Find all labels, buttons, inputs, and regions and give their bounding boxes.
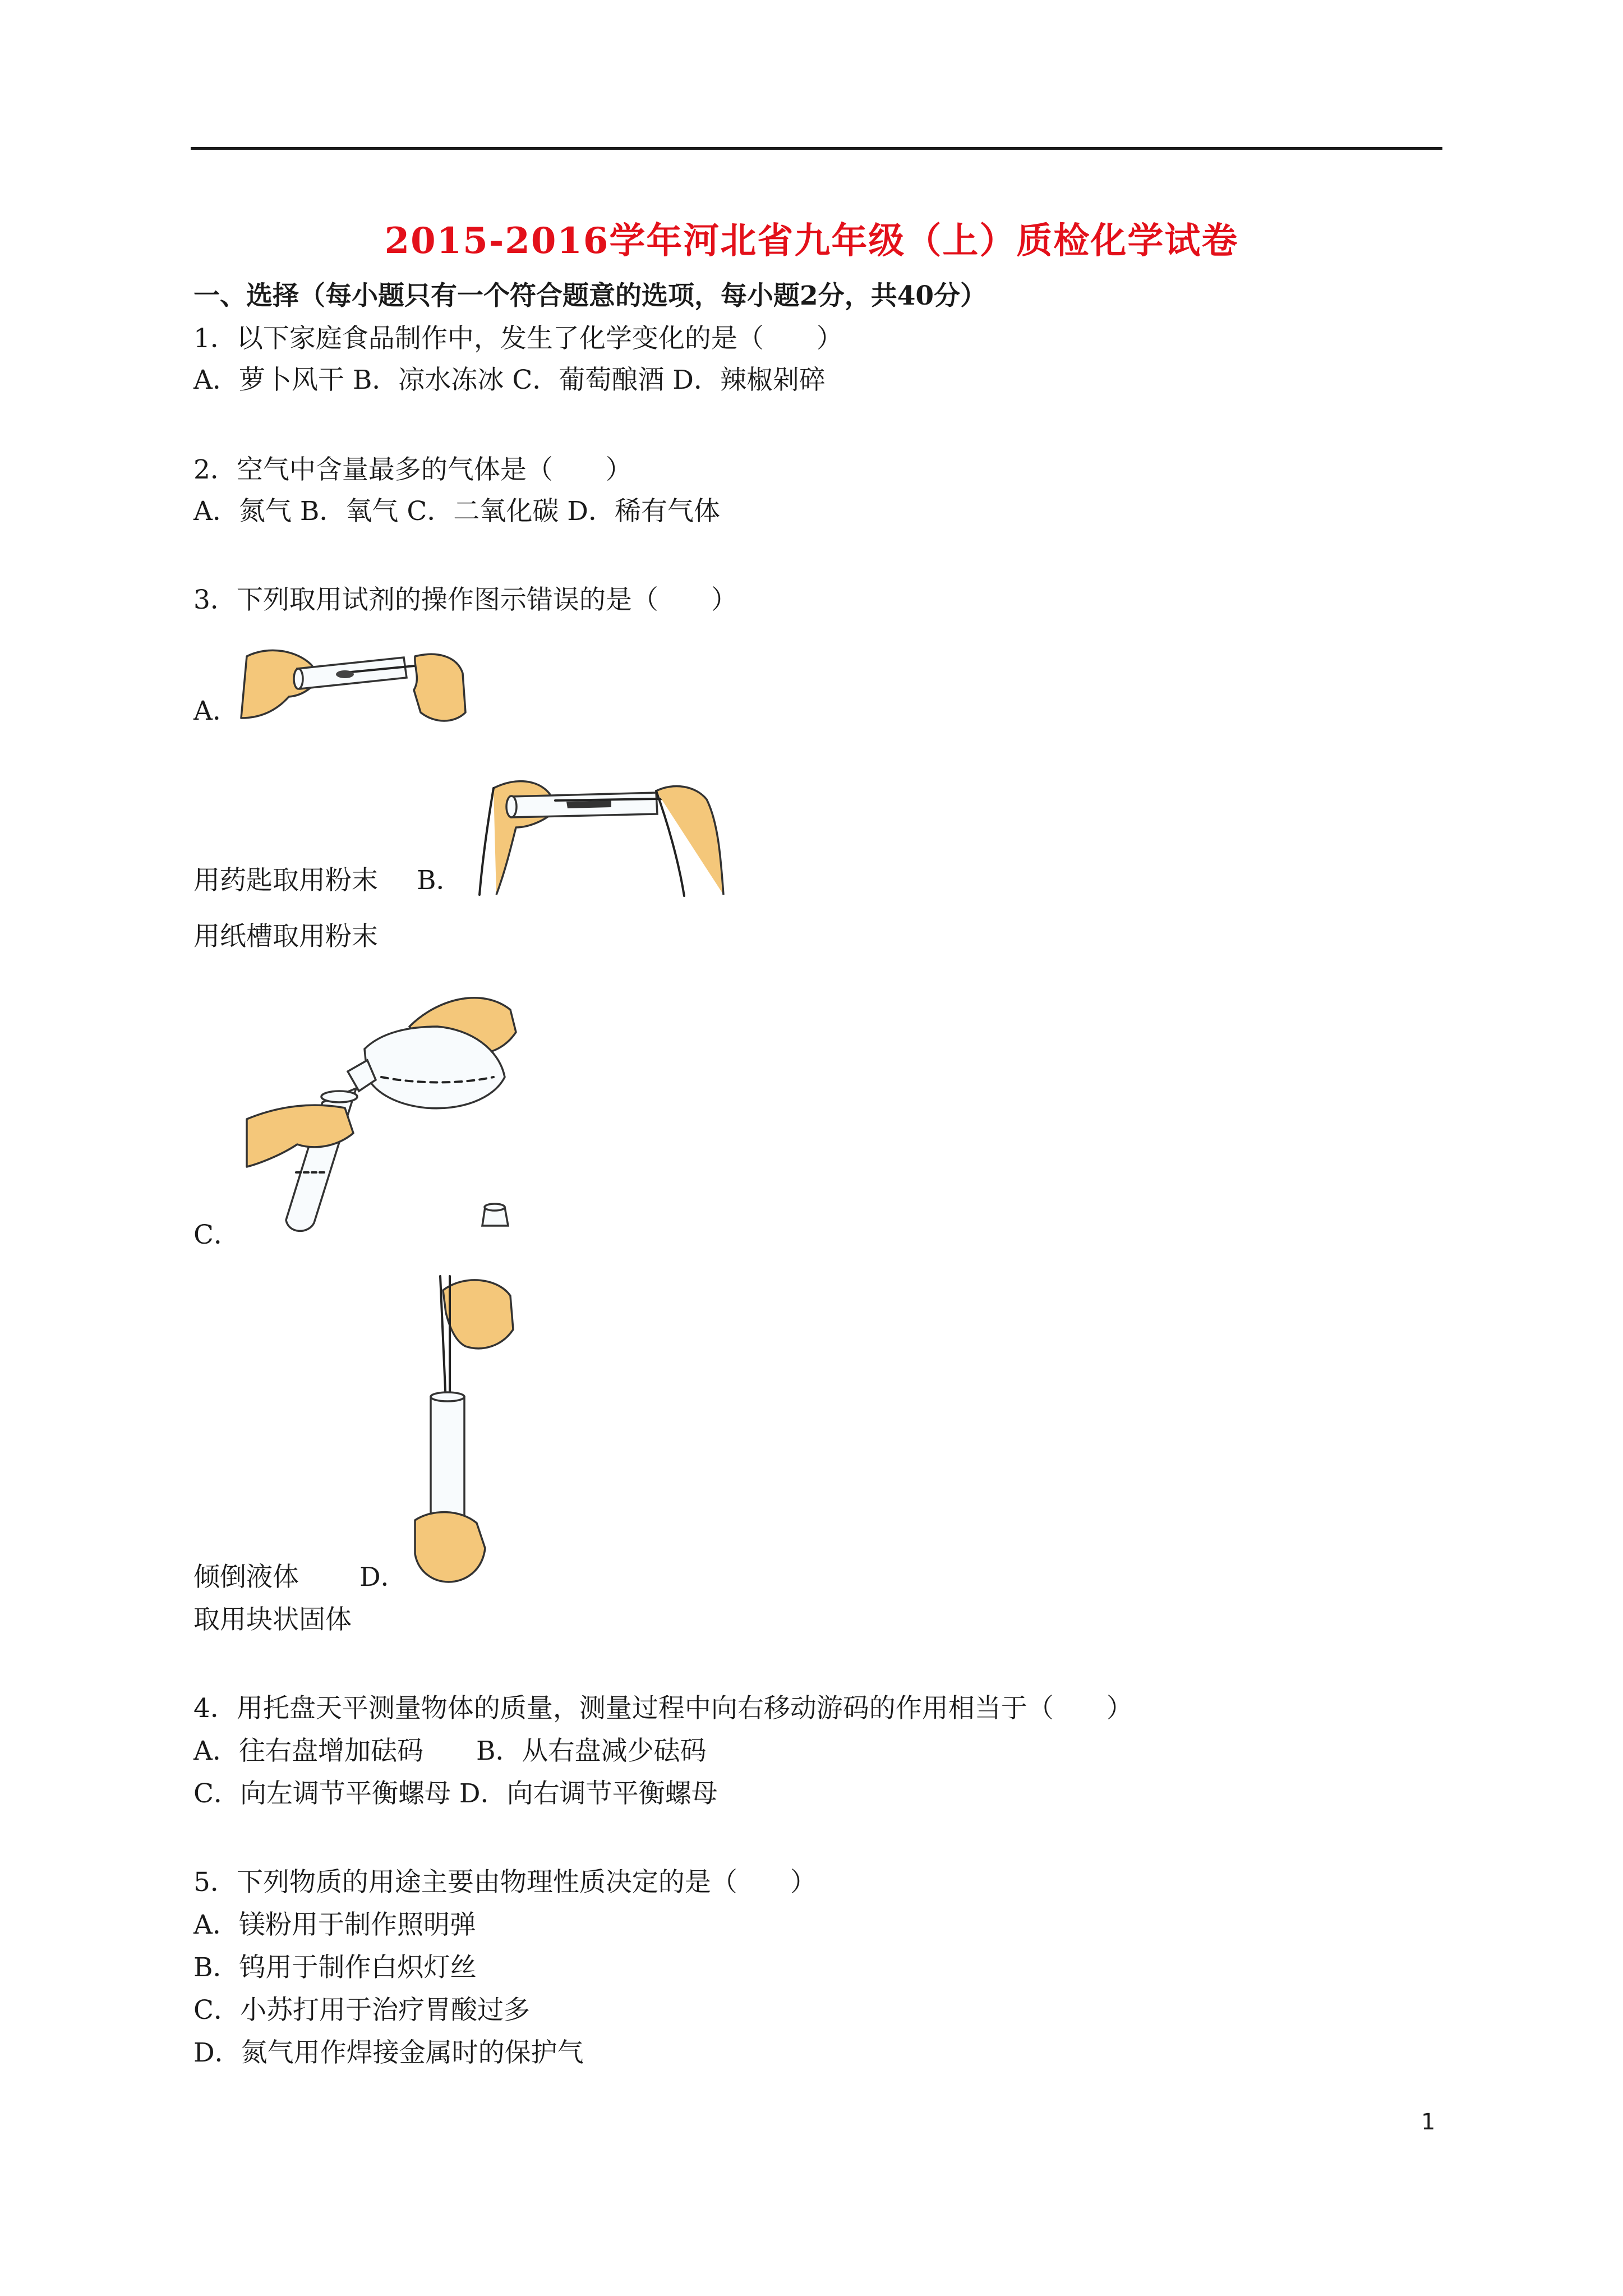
question-2-options: A．氮气 B．氧气 C．二氧化碳 D．稀有气体 (193, 496, 720, 527)
question-4-options-2: C．向左调节平衡螺母 D．向右调节平衡螺母 (193, 1778, 718, 1809)
page-number: 1 (1421, 2109, 1436, 2135)
question-5-option-c: C．小苏打用于治疗胃酸过多 (193, 1995, 530, 2026)
figure-d-block-solid (404, 1268, 527, 1593)
question-1-stem: 1．以下家庭食品制作中，发生了化学变化的是（ ） (193, 323, 843, 354)
question-4-stem: 4．用托盘天平测量物体的质量，测量过程中向右移动游码的作用相当于（ ） (193, 1693, 1133, 1724)
option-b-letter: B． (417, 865, 463, 896)
header-rule (191, 147, 1442, 150)
section-heading: 一、选择（每小题只有一个符合题意的选项，每小题2分，共40分） (193, 280, 987, 311)
question-5-stem: 5．下列物质的用途主要由物理性质决定的是（ ） (193, 1867, 817, 1898)
option-b-caption: 用纸槽取用粉末 (193, 921, 378, 952)
option-c-caption: 倾倒液体 D． (193, 1562, 407, 1593)
figure-c-pouring-liquid (247, 987, 538, 1240)
question-1-options: A．萝卜风干 B．凉水冻冰 C．葡萄酿酒 D．辣椒剁碎 (193, 365, 826, 395)
figure-a-spoon-powder (236, 634, 471, 735)
page-title: 2015-2016学年河北省九年级（上）质检化学试卷 (384, 220, 1239, 262)
question-5-option-b: B．钨用于制作白炽灯丝 (193, 1952, 477, 1983)
figure-b-paper-trough (471, 766, 729, 900)
option-d-letter: D． (359, 1562, 407, 1593)
option-a-letter: A． (193, 696, 239, 726)
option-a-caption: 用药匙取用粉末 B． (193, 865, 463, 896)
question-2-stem: 2．空气中含量最多的气体是（ ） (193, 454, 632, 485)
question-3-stem: 3．下列取用试剂的操作图示错误的是（ ） (193, 585, 737, 615)
question-4-options-1: A．往右盘增加砝码 B．从右盘减少砝码 (193, 1736, 707, 1766)
option-c-letter: C． (193, 1220, 240, 1250)
question-5-option-a: A．镁粉用于制作照明弹 (193, 1910, 476, 1940)
question-5-option-d: D．氮气用作焊接金属时的保护气 (193, 2037, 584, 2068)
option-d-caption: 取用块状固体 (193, 1604, 352, 1635)
